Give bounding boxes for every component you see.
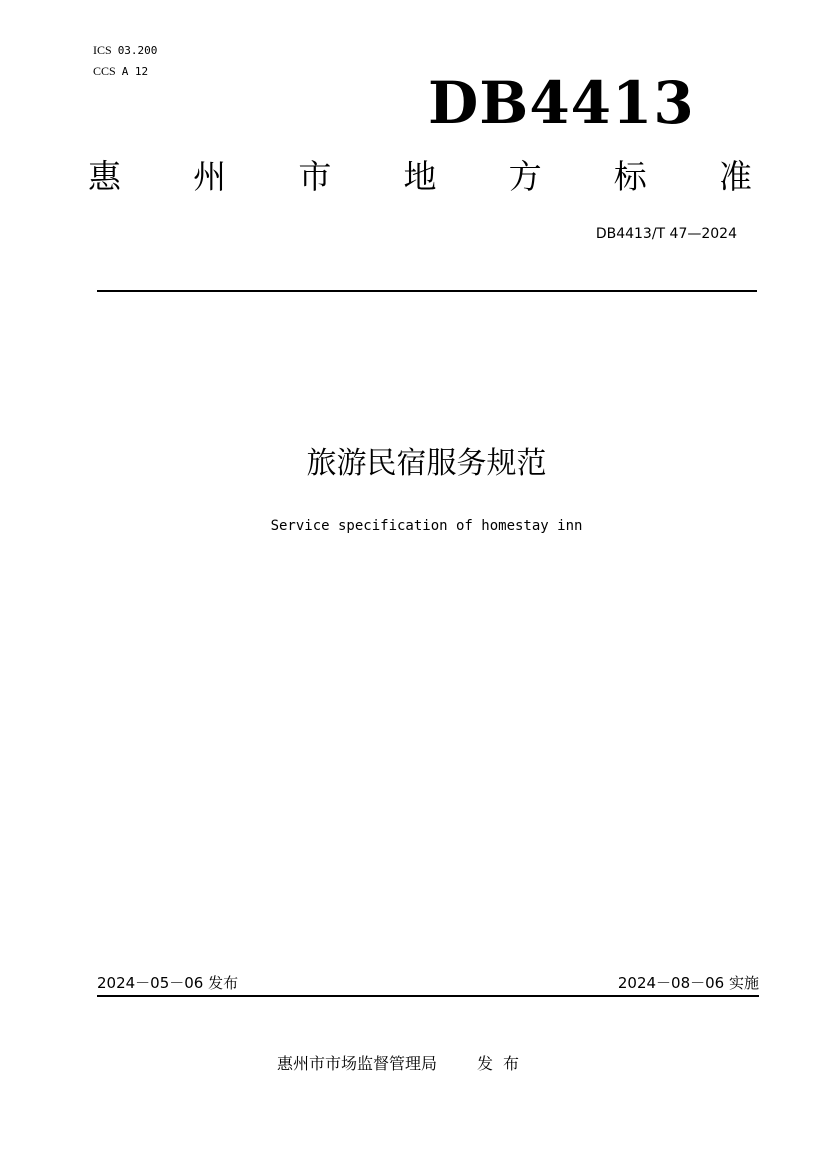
publisher-name: 惠州市市场监督管理局 xyxy=(277,1054,438,1073)
publisher-line xyxy=(277,1052,529,1076)
standard-type-char: 标 xyxy=(613,157,647,196)
standard-type-heading xyxy=(88,152,752,202)
standard-type-char: 州 xyxy=(193,157,227,196)
standard-number: DB4413/T 47—2024 xyxy=(595,226,737,242)
ccs-code: A 12 xyxy=(121,65,149,78)
db-standard-mark: DB4413 xyxy=(428,69,695,137)
document-subtitle-english: Service specification of homestay inn xyxy=(270,518,583,534)
date-row xyxy=(97,972,759,994)
issue-date: 2024－05－06 发布 xyxy=(97,974,239,992)
document-title: 旅游民宿服务规范 xyxy=(306,446,547,481)
ics-line xyxy=(93,40,157,61)
standard-type-char: 准 xyxy=(718,157,752,196)
ics-label: ICS xyxy=(93,43,112,57)
ccs-label: CCS xyxy=(93,64,116,78)
bottom-divider xyxy=(97,995,759,997)
standard-type-char: 方 xyxy=(508,157,542,196)
effective-date: 2024－08－06 实施 xyxy=(617,974,759,992)
ics-code: 03.200 xyxy=(117,44,158,57)
publish-action: 发布 xyxy=(477,1054,530,1073)
standard-type-char: 市 xyxy=(298,157,332,196)
top-divider xyxy=(97,290,757,292)
classification-codes xyxy=(93,40,157,82)
standard-type-char: 地 xyxy=(403,157,437,196)
standard-type-char: 惠 xyxy=(88,157,121,196)
ccs-line xyxy=(93,61,157,82)
